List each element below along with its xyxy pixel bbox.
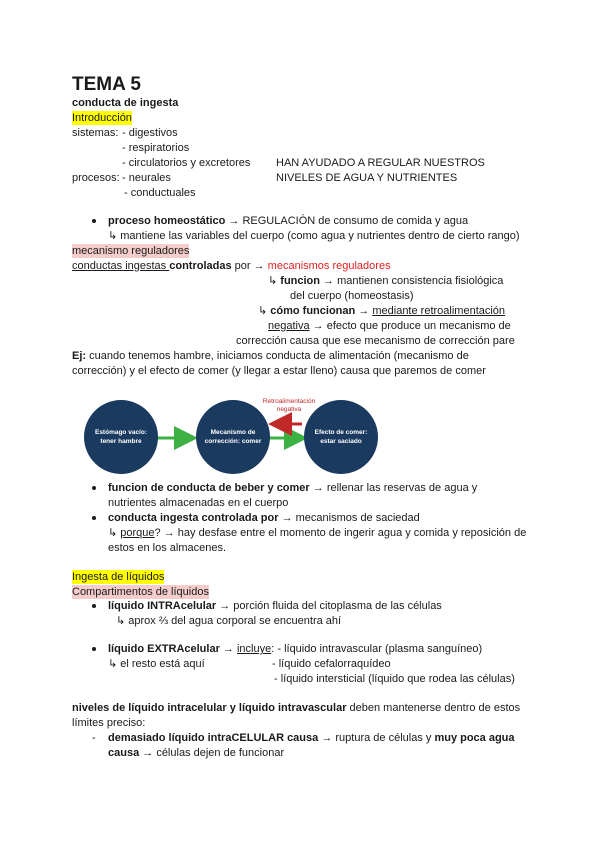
definition: → rellenar las reservas de agua y xyxy=(309,482,478,494)
arrow: ↳ xyxy=(258,305,271,317)
subheading-compartments: Compartimentos de líquidos xyxy=(72,586,209,598)
levels-item xyxy=(108,731,515,745)
text: : - líquido intravascular (plasma sanguíneo) xyxy=(271,643,483,655)
bullet xyxy=(92,604,96,608)
underlined-term: conductas ingestas xyxy=(72,260,170,272)
term: causa xyxy=(108,747,140,759)
section-heading-liquids: Ingesta de líquidos xyxy=(72,571,165,583)
sistemas-item: - circulatorios y excretores xyxy=(122,157,251,169)
sistemas-item: - respiratorios xyxy=(122,142,190,154)
section-heading-mecanismo: mecanismo reguladores xyxy=(72,245,190,257)
term: funcion de conducta de beber y comer xyxy=(108,482,310,494)
sub-note: ↳ el resto está aquí xyxy=(108,658,205,670)
bullet-extracellular xyxy=(108,642,482,656)
definition: → porción fluida del citoplasma de las células xyxy=(216,600,442,612)
list-item: - líquido cefalorraquídeo xyxy=(272,658,391,670)
arrow: ↳ xyxy=(108,527,121,539)
bullet xyxy=(92,486,96,490)
term: conducta ingesta controlada por xyxy=(108,512,279,524)
section-heading-intro: Introducción xyxy=(72,112,132,124)
term: niveles de líquido intracelular y líquido intravascular xyxy=(72,702,347,714)
term: líquido INTRAcelular xyxy=(108,600,217,612)
text: → efecto que produce un mecanismo de xyxy=(309,320,511,332)
feedback-diagram xyxy=(80,388,380,488)
bullet-intracellular xyxy=(108,599,442,613)
term: líquido EXTRAcelular xyxy=(108,643,220,655)
sub-note: ↳ mantiene las variables del cuerpo (como agua y nutrientes dentro de cierto rango) xyxy=(108,230,520,242)
side-note: HAN AYUDADO A REGULAR NUESTROS xyxy=(276,157,485,169)
term: funcion xyxy=(280,275,320,287)
underlined-term: porque xyxy=(120,527,155,539)
page-subtitle: conducta de ingesta xyxy=(72,97,179,109)
feedback-label: Retroalimentación negativa xyxy=(262,398,316,413)
bullet-continuation: nutrientes almacenadas en el cuerpo xyxy=(108,497,289,509)
como-line xyxy=(258,304,505,318)
term: demasiado líquido intraCELULAR causa xyxy=(108,732,319,744)
bullet xyxy=(92,647,96,651)
node-label: Mecanismo de corrección: comer xyxy=(204,429,262,445)
como-line: corrección causa que ese mecanismo de corrección pare xyxy=(236,335,515,347)
diagram-node-hunger xyxy=(84,400,158,474)
bullet-controlled xyxy=(108,511,420,525)
sistemas-item: - digestivos xyxy=(122,127,178,139)
procesos-label: procesos: xyxy=(72,172,120,184)
list-item: - líquido intersticial (líquido que rodea las células) xyxy=(274,673,515,685)
bullet xyxy=(92,516,96,520)
bullet-homeostatic xyxy=(108,214,468,228)
arrow: ↳ xyxy=(268,275,281,287)
definition: → REGULACIÓN de consumo de comida y agua xyxy=(225,215,469,227)
dash-bullet: - xyxy=(92,732,96,744)
funcion-line: del cuerpo (homeostasis) xyxy=(290,290,414,302)
levels-line xyxy=(72,701,520,715)
red-term: mecanismos reguladores xyxy=(267,260,391,272)
sub-note xyxy=(108,526,526,540)
example-label: Ej: xyxy=(72,350,87,362)
term: controladas xyxy=(169,260,232,272)
bullet-function xyxy=(108,481,477,495)
text: → mantienen consistencia fisiológica xyxy=(320,275,504,287)
procesos-item: - conductuales xyxy=(124,187,196,199)
text: → ruptura de células y xyxy=(318,732,435,744)
text: → células dejen de funcionar xyxy=(139,747,285,759)
node-label: Estómago vacío: tener hambre xyxy=(94,429,147,445)
levels-item xyxy=(108,746,284,760)
mecanismo-line xyxy=(72,259,391,273)
page-title: TEMA 5 xyxy=(72,74,141,95)
sistemas-label: sistemas: xyxy=(72,127,119,139)
text: → xyxy=(355,305,373,317)
levels-line: límites preciso: xyxy=(72,717,146,729)
example-line: corrección) y el efecto de comer (y llegar a estar lleno) causa que paremos de comer xyxy=(72,365,486,377)
bullet xyxy=(92,219,96,223)
underlined-term: mediante retroalimentación xyxy=(372,305,506,317)
funcion-line xyxy=(268,274,503,288)
term: cómo funcionan xyxy=(270,305,356,317)
example-line xyxy=(72,349,469,363)
text: → xyxy=(219,643,237,655)
underlined-term: negativa xyxy=(268,320,310,332)
definition: → mecanismos de saciedad xyxy=(278,512,420,524)
underlined-term: incluye xyxy=(236,643,272,655)
text: deben mantenerse dentro de estos xyxy=(346,702,521,714)
como-line xyxy=(268,319,511,333)
text: ? → hay desfase entre el momento de ingerir agua y comida y reposición de xyxy=(154,527,527,539)
text: cuando tenemos hambre, iniciamos conducta de alimentación (mecanismo de xyxy=(86,350,469,362)
term: proceso homeostático xyxy=(108,215,226,227)
term: muy poca agua xyxy=(434,732,515,744)
text: por → xyxy=(231,260,268,272)
sub-note: estos en los almacenes. xyxy=(108,542,227,554)
sub-note: ↳ aprox ⅔ del agua corporal se encuentra ahí xyxy=(116,615,342,627)
procesos-item: - neurales xyxy=(122,172,171,184)
side-note: NIVELES DE AGUA Y NUTRIENTES xyxy=(276,172,458,184)
node-label: Efecto de comer: estar saciado xyxy=(314,429,368,445)
